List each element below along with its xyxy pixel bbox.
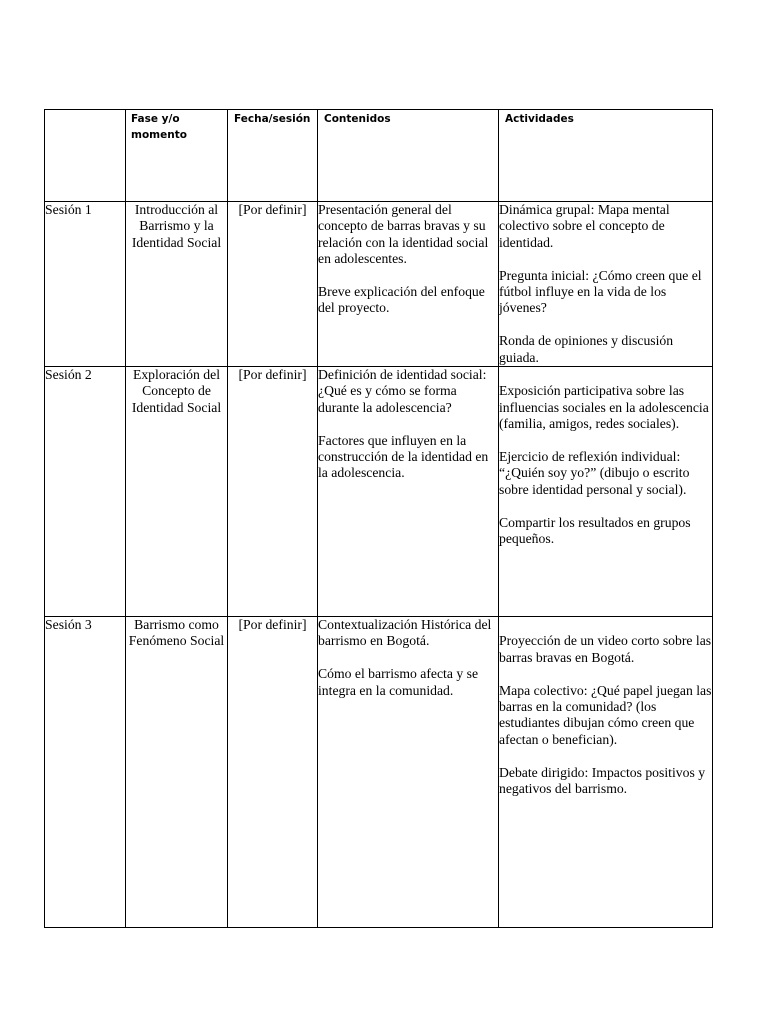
contents-paragraph: Presentación general del concepto de barras bravas y su relación con la identidad social en adolescentes. xyxy=(318,202,489,267)
activities-paragraph: Dinámica grupal: Mapa mental colectivo sobre el concepto de identidad. xyxy=(499,202,670,250)
contents-paragraph: Definición de identidad social: ¿Qué es y cómo se forma durante la adolescencia? xyxy=(318,367,487,415)
contents-paragraph: Cómo el barrismo afecta y se integra en la comunidad. xyxy=(318,666,479,698)
table-row xyxy=(45,202,713,367)
phase-cell: Barrismo como Fenómeno Social xyxy=(126,617,228,928)
activities-cell xyxy=(499,617,713,928)
header-cell-phase: Fase y/o momento xyxy=(126,110,228,202)
date-cell: [Por definir] xyxy=(228,202,318,367)
contents-cell xyxy=(318,367,499,617)
activities-paragraph: Pregunta inicial: ¿Cómo creen que el fútbol influye en la vida de los jóvenes? xyxy=(499,267,702,316)
session-cell: Sesión 3 xyxy=(45,617,126,928)
contents-cell xyxy=(318,202,499,367)
contents-paragraph: Contextualización Histórica del barrismo en Bogotá. xyxy=(318,617,492,649)
contents-cell xyxy=(318,617,499,928)
activities-cell xyxy=(499,202,713,367)
contents-paragraph: Factores que influyen en la construcción de la identidad en la adolescencia. xyxy=(318,432,489,481)
header-cell-date: Fecha/sesión xyxy=(228,110,318,202)
header-cell-contents: Contenidos xyxy=(318,110,499,202)
activities-paragraph: Ejercicio de reflexión individual: “¿Quién soy yo?” (dibujo o escrito sobre identidad personal y social). xyxy=(499,449,690,497)
session-cell: Sesión 1 xyxy=(45,202,126,367)
date-cell: [Por definir] xyxy=(228,617,318,928)
activities-paragraph: Debate dirigido: Impactos positivos y negativos del barrismo. xyxy=(499,764,706,797)
date-cell: [Por definir] xyxy=(228,367,318,617)
activities-paragraph: Compartir los resultados en grupos pequeños. xyxy=(499,514,691,547)
header-cell-empty xyxy=(45,110,126,202)
phase-cell: Exploración del Concepto de Identidad Social xyxy=(126,367,228,617)
table-row xyxy=(45,617,713,928)
session-cell: Sesión 2 xyxy=(45,367,126,617)
phase-cell: Introducción al Barrismo y la Identidad Social xyxy=(126,202,228,367)
activities-paragraph: Ronda de opiniones y discusión guiada. xyxy=(499,333,674,365)
contents-paragraph: Breve explicación del enfoque del proyecto. xyxy=(318,284,485,316)
planning-table xyxy=(44,109,713,928)
activities-paragraph: Proyección de un video corto sobre las barras bravas en Bogotá. xyxy=(499,633,712,665)
activities-cell xyxy=(499,367,713,617)
header-row xyxy=(45,110,713,202)
table-row xyxy=(45,367,713,617)
header-cell-activities: Actividades xyxy=(499,110,713,202)
activities-paragraph: Mapa colectivo: ¿Qué papel juegan las barras en la comunidad? (los estudiantes dibujan cómo creen que afectan o benefician). xyxy=(499,682,712,747)
activities-paragraph: Exposición participativa sobre las influencias sociales en la adolescencia (familia, amigos, redes sociales). xyxy=(499,383,709,432)
